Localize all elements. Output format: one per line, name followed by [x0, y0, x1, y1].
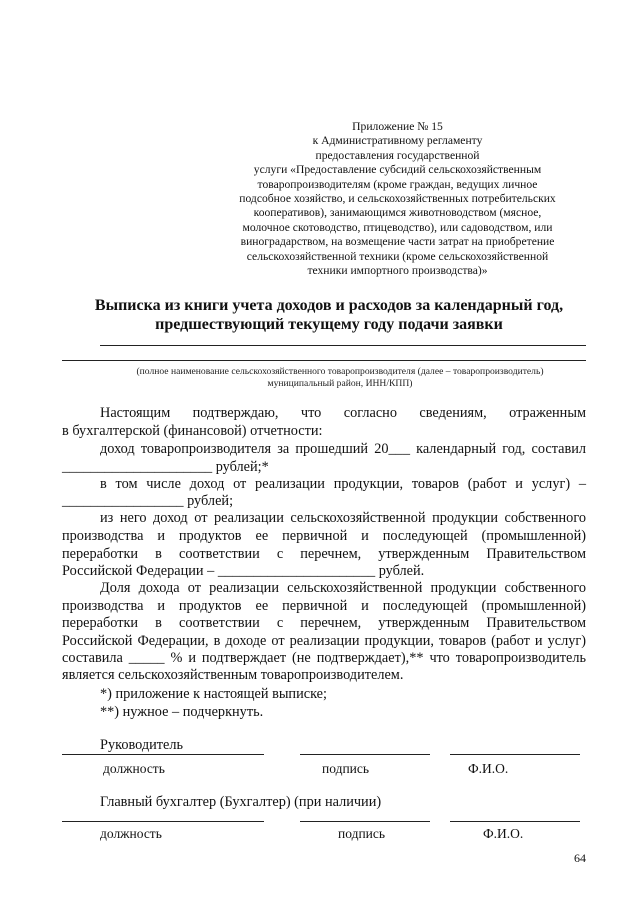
appendix-header [225, 120, 570, 278]
paragraph-line: Российской Федерации – ______________________ рублей. [62, 563, 425, 579]
appendix-line: кооперативов), занимающимся животноводством (мясное, [253, 206, 542, 220]
appendix-line: услуги «Предоставление субсидий сельскохозяйственным [253, 163, 542, 177]
appendix-line: техники импортного производства)» [307, 264, 488, 278]
appendix-line: молочное скотоводство, птицеводство), или садоводством, или [242, 220, 553, 234]
appendix-line: виноградарством, на возмещение части затрат на приобретение [240, 235, 555, 249]
document-title [62, 296, 596, 334]
paragraph-line: переработки в соответствии с перечнем, утвержденным Правительством [62, 615, 586, 631]
accountant-signature-label: подпись [338, 826, 386, 841]
paragraph-line: доход товаропроизводителя за прошедший 20___ календарный год, составил [100, 441, 586, 457]
paragraph-line: в том числе доход от реализации продукции, товаров (работ и услуг) – [100, 476, 586, 492]
name-fill-line-1 [100, 345, 586, 346]
paragraph-line: из него доход от реализации сельскохозяйственной продукции собственного [100, 510, 586, 526]
paragraph-line: составила _____ % и подтверждает (не подтверждает),** что товаропроизводитель [62, 650, 586, 666]
paragraph-line: Российской Федерации, в доходе от реализации продукции, товаров (работ и услуг) [62, 633, 586, 649]
name-caption [100, 366, 580, 390]
appendix-line: подсобное хозяйство, и сельскохозяйственных потребительских [239, 192, 556, 206]
head-name-label: Ф.И.О. [468, 761, 509, 776]
appendix-line: товаропроизводителям (кроме граждан, ведущих личное [257, 177, 538, 191]
head-signature-line [300, 754, 430, 755]
accountant-name-line [450, 821, 580, 822]
paragraph-line: _________________ рублей; [62, 493, 234, 509]
paragraph-line: переработки в соответствии с перечнем, утвержденным Правительством [62, 546, 586, 562]
footnote-2: **) нужное – подчеркнуть. [100, 704, 264, 720]
accountant-signature-line [300, 821, 430, 822]
paragraph-line: Доля дохода от реализации сельскохозяйственной продукции собственного [100, 580, 586, 596]
paragraph-line: Настоящим подтверждаю, что согласно сведениям, отраженным [100, 405, 586, 421]
paragraph-line: в бухгалтерской (финансовой) отчетности: [62, 423, 323, 439]
head-name-line [450, 754, 580, 755]
paragraph-line: является сельскохозяйственным товаропроизводителем. [62, 667, 404, 683]
accountant-position-line [62, 821, 264, 822]
caption-line-2: муниципальный район, ИНН/КПП) [267, 378, 413, 389]
appendix-line: Приложение № 15 [352, 120, 443, 133]
appendix-line: предоставления государственной [315, 148, 480, 162]
paragraph-line: _____________________ рублей;* [62, 459, 269, 475]
head-position-line [62, 754, 264, 755]
accountant-name-label: Ф.И.О. [483, 826, 524, 841]
caption-line-1: (полное наименование сельскохозяйственного товаропроизводителя (далее – товаропроизводитель) [136, 366, 544, 377]
title-line-1: Выписка из книги учета доходов и расходов за календарный год, [94, 297, 564, 314]
chief-accountant-label: Главный бухгалтер (Бухгалтер) (при наличии) [100, 794, 382, 810]
head-label: Руководитель [100, 737, 184, 753]
name-fill-line-2 [62, 360, 586, 361]
head-position-label: должность [103, 761, 165, 776]
appendix-line: к Административному регламенту [312, 134, 483, 148]
head-signature-label: подпись [322, 761, 370, 776]
paragraph-line: производства и продуктов ее первичной и последующей (промышленной) [62, 598, 586, 614]
footnote-1: *) приложение к настоящей выписке; [100, 686, 327, 702]
title-line-2: предшествующий текущему году подачи заявки [155, 316, 503, 333]
appendix-line: сельскохозяйственной техники (кроме сельскохозяйственной [246, 249, 549, 263]
accountant-position-label: должность [100, 826, 162, 841]
page-number: 64 [574, 851, 586, 865]
paragraph-line: производства и продуктов ее первичной и последующей (промышленной) [62, 528, 586, 544]
